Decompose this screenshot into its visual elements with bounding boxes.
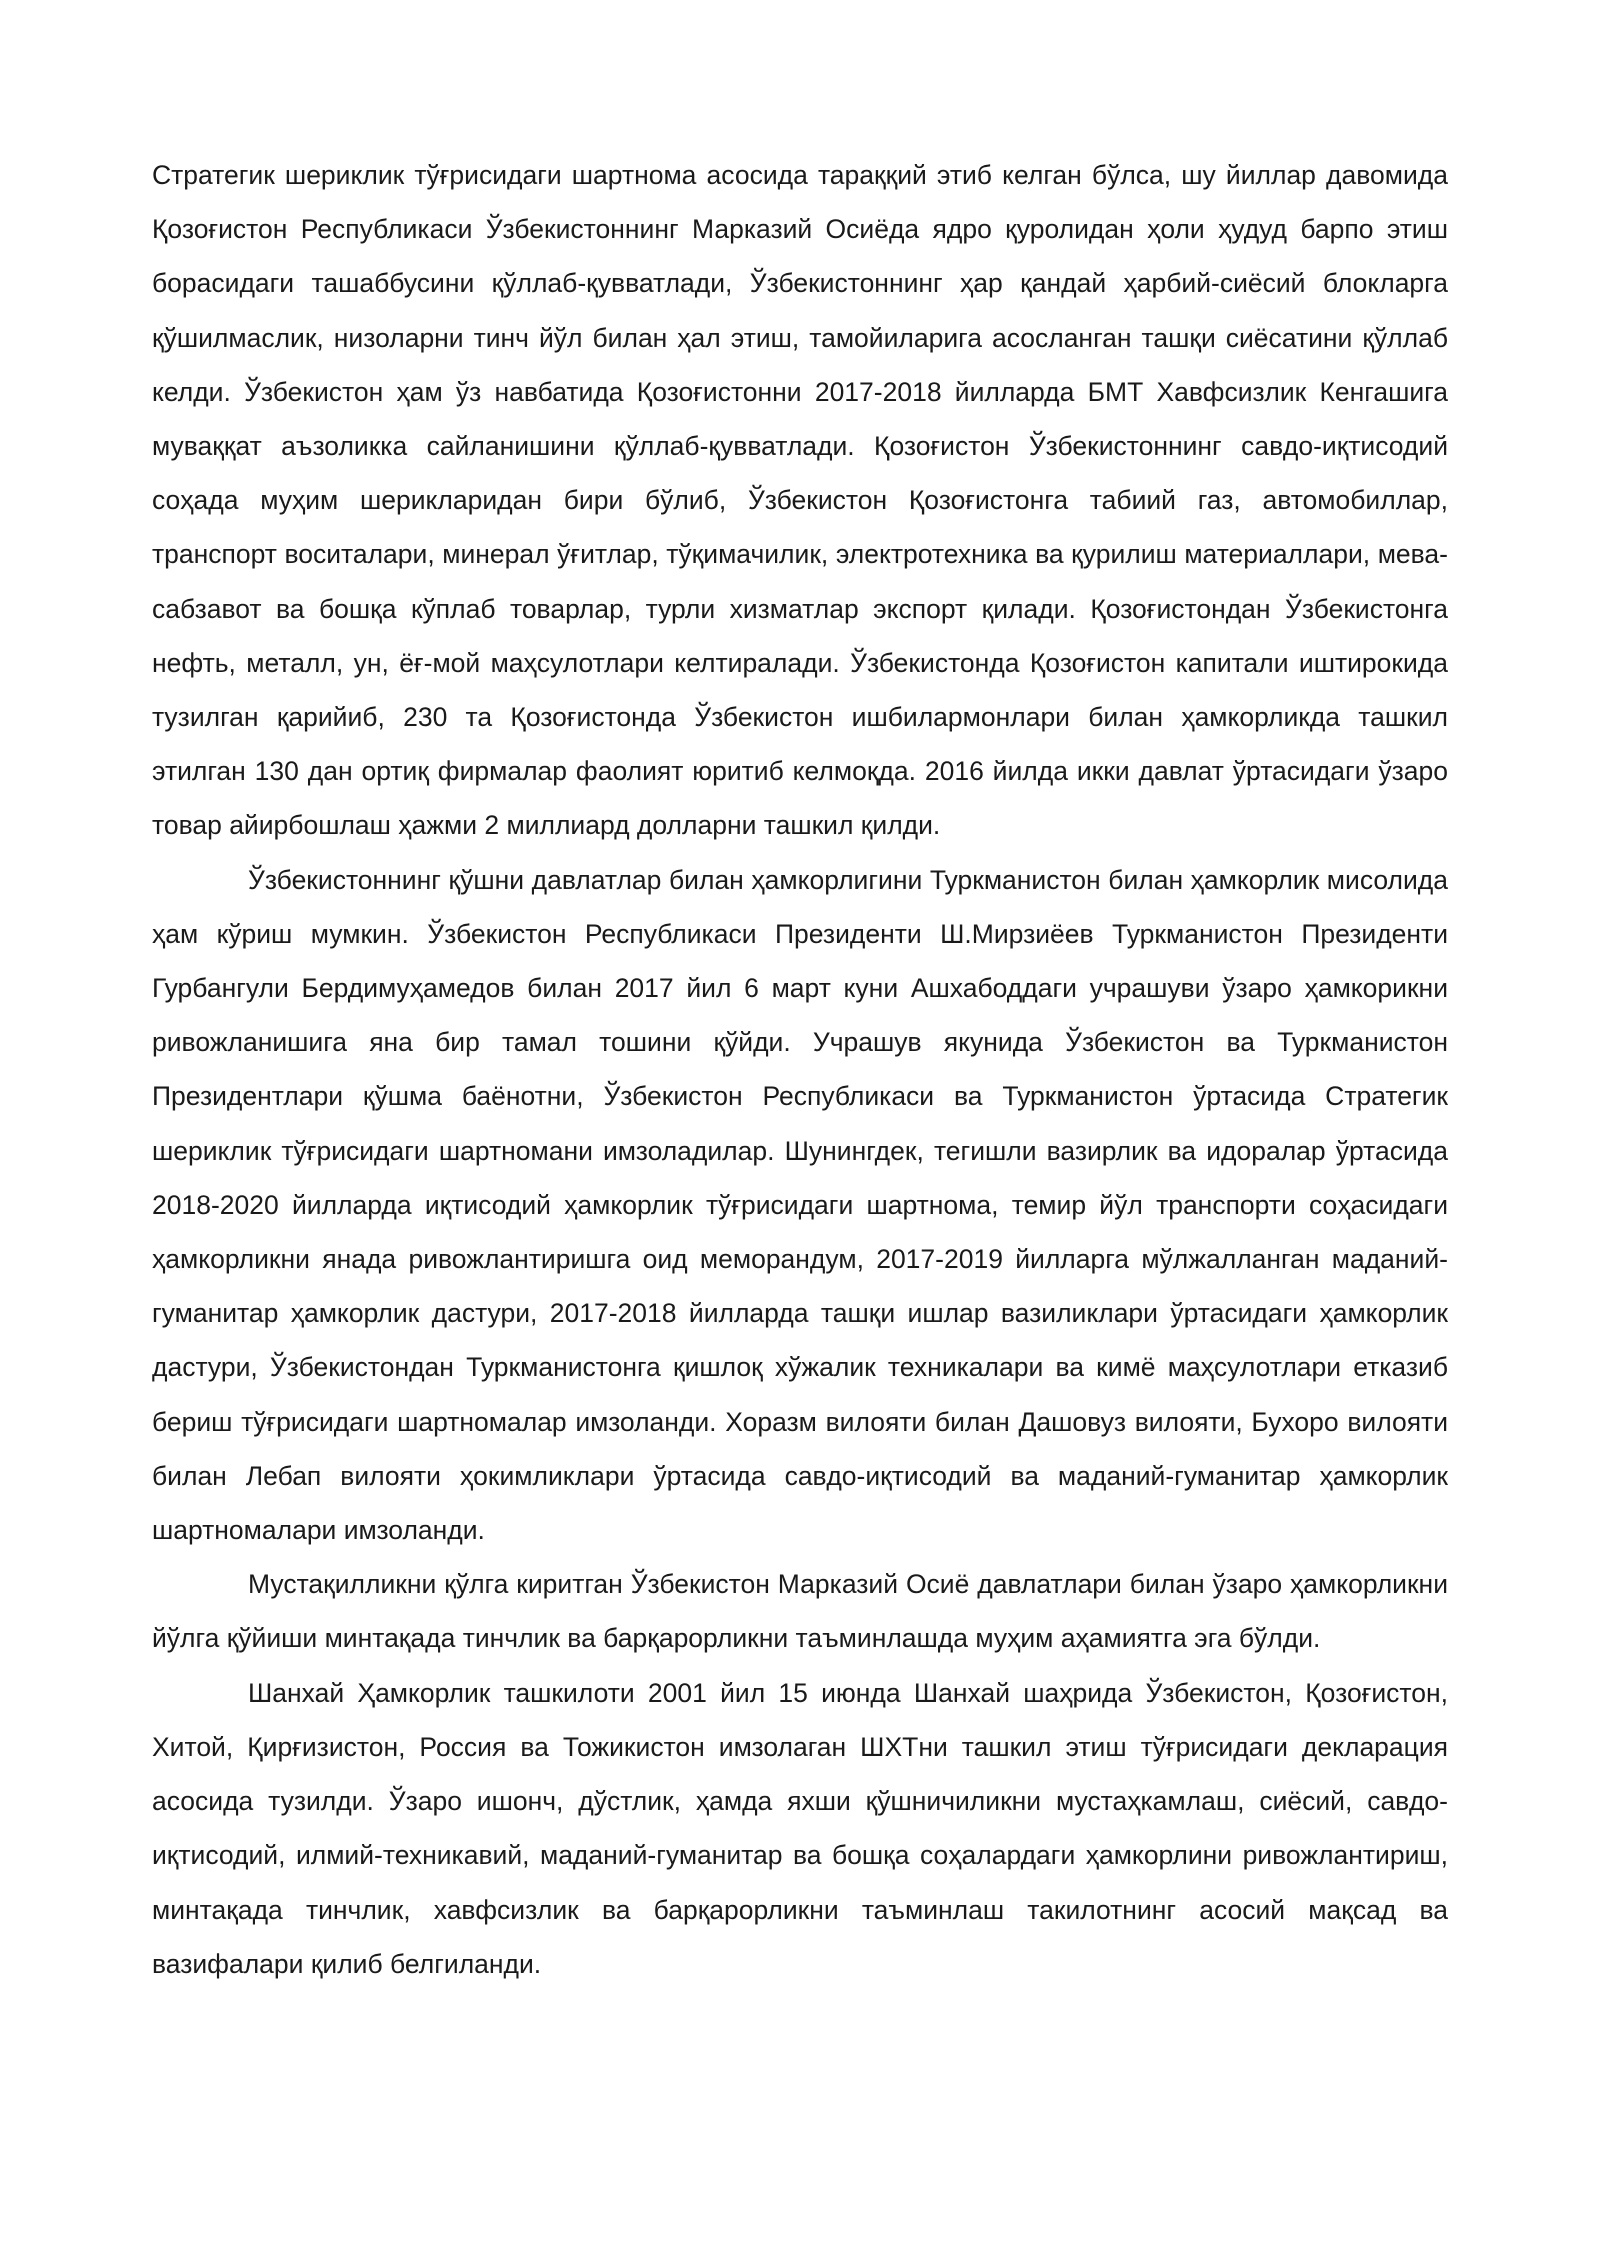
paragraph-1: Стратегик шериклик тўғрисидаги шартнома асосида тараққий этиб келган бўлса, шу йиллар давомида Қозоғистон Республикаси Ўзбекистоннинг Марказий Осиёда ядро қуролидан ҳоли ҳудуд барпо этиш борасидаги ташаббусини қўллаб-қувватлади, Ўзбекистоннинг ҳар қандай ҳарбий-сиёсий блокларга қўшилмаслик, низоларни тинч йўл билан ҳал этиш, тамойиларига асосланган ташқи сиёсатини қўллаб келди. Ўзбекистон ҳам ўз навбатида Қозоғистонни 2017-2018 йилларда БМТ Хавфсизлик Кенгашига муваққат аъзоликка сайланишини қўллаб-қувватлади. Қозоғистон Ўзбекистоннинг савдо-иқтисодий соҳада муҳим шерикларидан бири бўлиб, Ўзбекистон Қозоғистонга табиий газ, автомобиллар, транспорт воситалари, минерал ўғитлар, тўқимачилик, электротехника ва қурилиш материаллари, мева-сабзавот ва бошқа кўплаб товарлар, турли хизматлар экспорт қилади. Қозоғистондан Ўзбекистонга нефть, металл, ун, ёғ-мой маҳсулотлари келтиралади. Ўзбекистонда Қозоғистон капитали иштирокида тузилган қарийиб, 230 та Қозоғистонда Ўзбекистон ишбилармонлари билан ҳамкорликда ташкил этилган 130 дан ортиқ фирмалар фаолият юритиб келмоқда. 2016 йилда икки давлат ўртасидаги ўзаро товар айирбошлаш ҳажми 2 миллиард долларни ташкил қилди.	[152, 160, 1448, 841]
paragraph-2: Ўзбекистоннинг қўшни давлатлар билан ҳамкорлигини Туркманистон билан ҳамкорлик мисолида ҳам кўриш мумкин. Ўзбекистон Республикаси Президенти Ш.Мирзиёев Туркманистон Президенти Гурбангули Бердимуҳамедов билан 2017 йил 6 март куни Ашхабоддаги учрашуви ўзаро ҳамкорикни ривожланишига яна бир тамал тошини қўйди. Учрашув якунида Ўзбекистон ва Туркманистон Президентлари қўшма баёнотни, Ўзбекистон Республикаси ва Туркманистон ўртасида Стратегик шериклик тўғрисидаги шартномани имзоладилар. Шунингдек, тегишли вазирлик ва идоралар ўртасида 2018-2020 йилларда иқтисодий ҳамкорлик тўғрисидаги шартнома, темир йўл транспорти соҳасидаги ҳамкорликни янада ривожлантиришга оид меморандум, 2017-2019 йилларга мўлжалланган маданий-гуманитар ҳамкорлик дастури, 2017-2018 йилларда ташқи ишлар вазиликлари ўртасидаги ҳамкорлик дастури, Ўзбекистондан Туркманистонга қишлоқ хўжалик техникалари ва кимё маҳсулотлари етказиб бериш тўғрисидаги шартномалар имзоланди. Хоразм вилояти билан Дашовуз вилояти, Бухоро вилояти билан Лебап вилояти ҳокимликлари ўртасида савдо-иқтисодий ва маданий-гуманитар ҳамкорлик шартномалари имзоланди.	[152, 864, 1448, 1546]
paragraph-4: Шанхай Ҳамкорлик ташкилоти 2001 йил 15 июнда Шанхай шаҳрида Ўзбекистон, Қозоғистон, Хитой, Қирғизистон, Россия ва Тожикистон имзолаган ШХТни ташкил этиш тўғрисидаги декларация асосида тузилди. Ўзаро ишонч, дўстлик, ҳамда яхши қўшничиликни мустаҳкамлаш, сиёсий, савдо-иқтисодий, илмий-техникавий, маданий-гуманитар ва бошқа соҳалардаги ҳамкорлини ривожлантириш, минтақада тинчлик, хавфсизлик ва барқарорликни таъминлаш такилотнинг асосий мақсад ва вазифалари қилиб белгиланди.	[152, 1677, 1448, 1979]
document-page	[152, 148, 1448, 1991]
paragraph-3: Мустақилликни қўлга киритган Ўзбекистон Марказий Осиё давлатлари билан ўзаро ҳамкорликни йўлга қўйиши минтақада тинчлик ва барқарорликни таъминлашда муҳим аҳамиятга эга бўлди.	[152, 1569, 1448, 1654]
